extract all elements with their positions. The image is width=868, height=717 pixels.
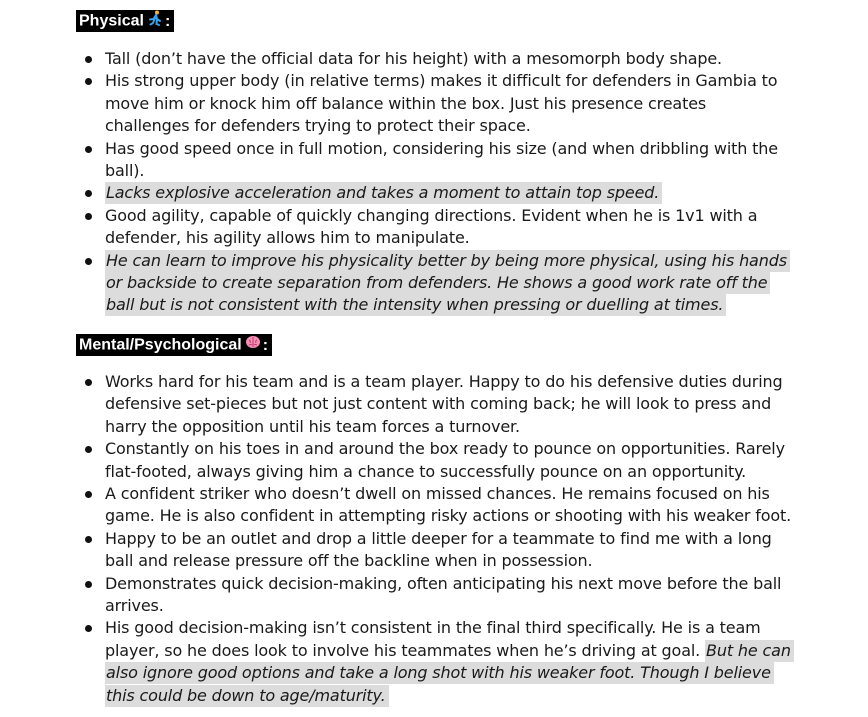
mental-heading [76, 334, 272, 356]
highlighted-text: He can learn to improve his physicality better by being more physical, using his hands or backside to create separation from defenders. He shows a good work rate off the ball but is not consistent with the intensity when pressing or duelling at times. [105, 250, 790, 317]
list-item: Good agility, capable of quickly changing directions. Evident when he is 1v1 with a defender, his agility allows him to manipulate. [0, 205, 795, 250]
mental-heading-colon: : [262, 336, 269, 354]
runner-icon [147, 10, 163, 33]
list-item [0, 182, 795, 204]
list-item: Demonstrates quick decision-making, often anticipating his next move before the ball arrives. [0, 573, 795, 618]
list-item: Happy to be an outlet and drop a little deeper for a teammate to find me with a long ball and release pressure off the backline when in possession. [0, 528, 795, 573]
list-item: His good decision-making isn’t consistent in the final third specifically. He is a team player, so he does look to involve his teammates when he’s driving at goal. But he can also ignore good options and take a long shot with his weaker foot. Though I believe this could be down to age/maturity. [0, 617, 795, 707]
physical-heading-colon: : [164, 12, 171, 30]
highlighted-text: But he can also ignore good options and take a long shot with his weaker foot. Though I believe this could be down to age/maturity. [105, 640, 794, 707]
highlighted-text: Lacks explosive acceleration and takes a moment to attain top speed. [105, 182, 662, 204]
list-item [0, 250, 795, 317]
list-item: Works hard for his team and is a team player. Happy to do his defensive duties during defensive set-pieces but not just content with coming back; he will look to press and harry the opposition until his team forces a turnover. [0, 371, 795, 438]
list-item: Constantly on his toes in and around the box ready to pounce on opportunities. Rarely flat-footed, always giving him a chance to successfully pounce on an opportunity. [0, 438, 795, 483]
mental-list [0, 371, 795, 707]
list-item: Tall (don’t have the official data for his height) with a mesomorph body shape. [0, 48, 795, 70]
physical-list [0, 48, 795, 317]
list-item: Has good speed once in full motion, considering his size (and when dribbling with the ball). [0, 138, 795, 183]
physical-heading-label: Physical [79, 12, 144, 30]
list-item: His strong upper body (in relative terms) makes it difficult for defenders in Gambia to move him or knock him off balance within the box. Just his presence creates challenges for defenders trying to protect their space. [0, 70, 795, 137]
brain-icon [245, 334, 261, 357]
list-item: A confident striker who doesn’t dwell on missed chances. He remains focused on his game. He is also confident in attempting risky actions or shooting with his weaker foot. [0, 483, 795, 528]
mental-heading-label: Mental/Psychological [79, 336, 242, 354]
physical-heading [76, 10, 174, 32]
